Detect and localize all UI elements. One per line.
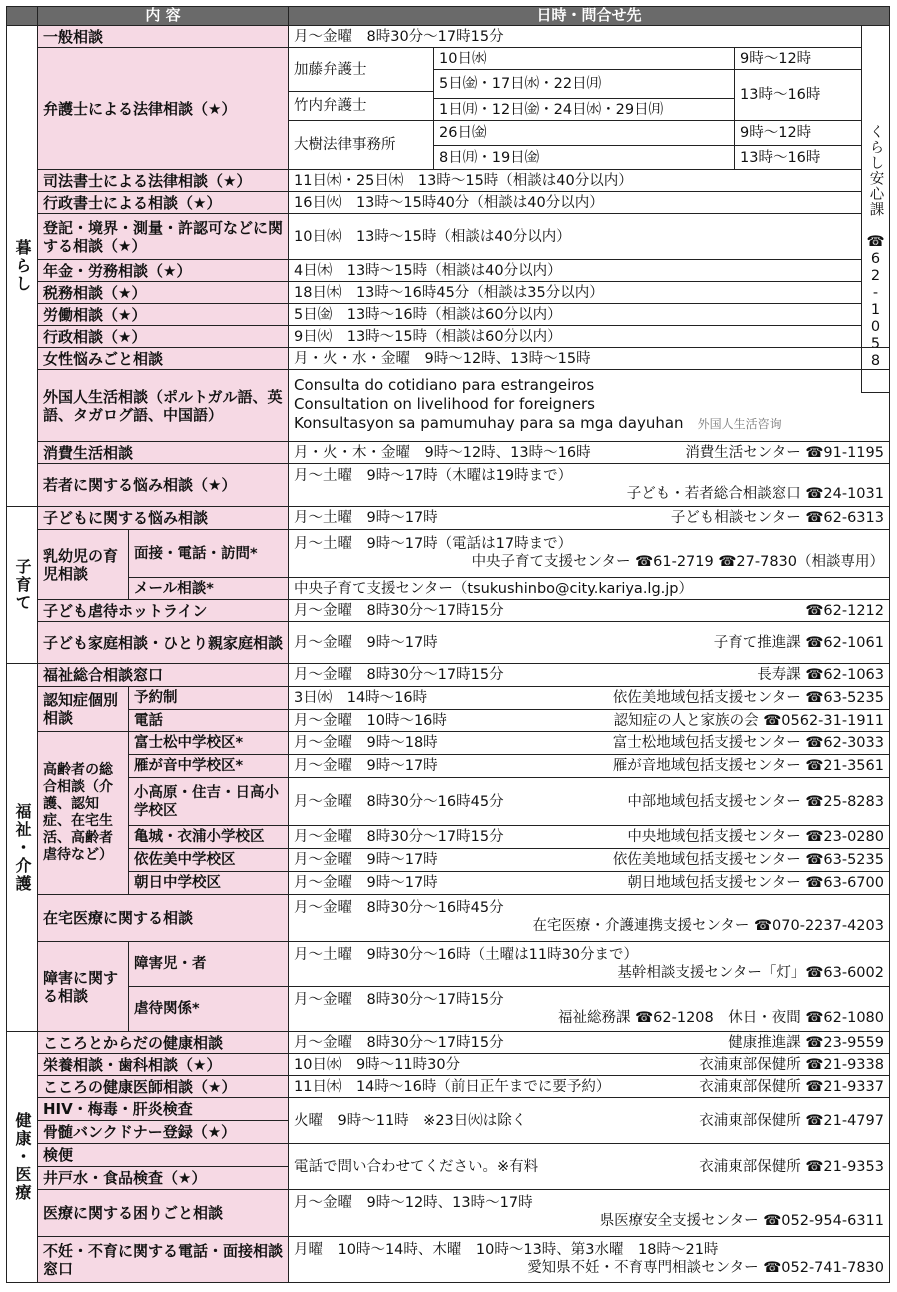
koreisha-time: 月～金曜 9時～17時 (294, 758, 438, 774)
row-label-kenben: 検便 (37, 1143, 289, 1167)
lawyer-date-5: 8日㈪・19日㈮ (433, 145, 735, 170)
row-time-nenkin: 4日㈭ 13時～15時（相談は40分以内） (288, 259, 862, 282)
wakamono-contact: 子ども・若者総合相談窓口 ☎24-1031 (626, 486, 884, 502)
koreisha-contact: 依佐美地域包括支援センター ☎63-5235 (612, 852, 884, 868)
koreisha-contact: 朝日地域包括支援センター ☎63-6700 (627, 875, 884, 891)
yoyaku-time: 3日㈬ 14時～16時 (294, 690, 428, 706)
row-time-mensetsu (288, 529, 890, 578)
row-time-shogaisha (288, 941, 890, 987)
row-time-zeimu: 18日㈭ 13時～16時45分（相談は35分以内） (288, 281, 862, 304)
foreign-zh: 外国人生活咨询 (697, 417, 782, 431)
kokoro-time: 月～金曜 8時30分～17時15分 (294, 1034, 504, 1051)
kodomo-contact: 子ども相談センター ☎62-6313 (670, 510, 884, 526)
koreisha-contact: 富士松地域包括支援センター ☎62-3033 (612, 735, 884, 751)
header-content: 内 容 (37, 6, 289, 26)
denwa-time: 月～金曜 10時～16時 (294, 712, 447, 729)
katei-contact: 子育て推進課 ☎62-1061 (713, 634, 884, 651)
koreisha-area: 亀城・衣浦小学校区 (128, 825, 289, 849)
lawyer-date-4: 26日㈮ (433, 120, 735, 146)
row-time-gyoseisodan: 9日㈫ 13時～15時（相談は60分以内） (288, 325, 862, 348)
row-label-iryo: 医療に関する困りごと相談 (37, 1189, 289, 1237)
row-label-sogo: 福祉総合相談窓口 (37, 663, 289, 687)
row-label-ippan: 一般相談 (37, 25, 289, 48)
koreisha-area: 雁が音中学校区* (128, 754, 289, 778)
row-time-wakamono (288, 463, 890, 507)
row-time-gyosei: 16日㈫ 13時～15時40分（相談は40分以内） (288, 191, 862, 214)
gyakutai-time: 月～金曜 8時30分～17時15分 (294, 602, 504, 619)
row-sub-yoyaku: 予約制 (128, 686, 289, 710)
row-label-ninchi: 認知症個別相談 (37, 686, 129, 732)
row-sub-shogai-gyakutai: 虐待関係* (128, 986, 289, 1032)
funin-time: 月曜 10時～14時、木曜 10時～13時、第3水曜 18時～21時 (294, 1242, 719, 1258)
row-label-bengoshi: 弁護士による法律相談（★） (37, 47, 289, 170)
row-time-josei: 月・火・水・金曜 9時～12時、13時～15時 (288, 347, 890, 370)
foreign-tl: Konsultasyon sa pamumuhay para sa mga dayuhan (294, 414, 684, 432)
koreisha-row (288, 731, 890, 755)
row-sub-mail: メール相談* (128, 577, 289, 600)
lawyer-date-3: 1日㈪・12日㈮・24日㈬・29日㈪ (433, 98, 735, 121)
row-label-gyoseisodan: 行政相談（★） (37, 325, 289, 348)
shohi-contact: 消費生活センター ☎91-1195 (685, 444, 884, 461)
header-blank (6, 6, 38, 26)
hiv-contact: 衣浦東部保健所 ☎21-4797 (699, 1112, 884, 1129)
category-fukushi: 福祉・介護 (6, 663, 38, 1032)
row-label-gaikoku: 外国人生活相談（ポルトガル語、英語、タガログ語、中国語） (37, 369, 289, 442)
koreisha-time: 月～金曜 8時30分～17時15分 (294, 829, 504, 845)
row-sub-shogaisha: 障害児・者 (128, 941, 289, 987)
katei-time: 月～金曜 9時～17時 (294, 634, 438, 651)
koreisha-contact: 中部地域包括支援センター ☎25-8283 (627, 793, 884, 810)
gyakutai-contact: ☎62-1212 (805, 602, 884, 619)
lawyer-time-2: 13時～16時 (734, 69, 862, 121)
row-label-toki: 登記・境界・測量・許認可などに関する相談（★） (37, 213, 289, 260)
shogai-gyakutai-contact: 福祉総務課 ☎62-1208 休日・夜間 ☎62-1080 (557, 1010, 884, 1026)
row-time-funin (288, 1236, 890, 1283)
row-label-funin: 不妊・不育に関する電話・面接相談窓口 (37, 1236, 289, 1283)
koreisha-row (288, 848, 890, 872)
row-label-josei: 女性悩みごと相談 (37, 347, 289, 370)
koreisha-contact: 雁が音地域包括支援センター ☎21-3561 (612, 758, 884, 774)
row-sub-mensetsu: 面接・電話・訪問* (128, 529, 289, 578)
row-time-kodomo (288, 506, 890, 530)
koreisha-row (288, 825, 890, 849)
mensetsu-time: 月～土曜 9時～17時（電話は17時まで） (294, 536, 573, 552)
row-time-kokoro (288, 1031, 890, 1054)
lawyer-kato: 加藤弁護士 (288, 47, 434, 92)
row-time-yoyaku (288, 686, 890, 710)
row-time-gyakutai (288, 599, 890, 622)
side-note: くらし安心課 ☎62-1058 (861, 25, 890, 393)
foreign-en: Consultation on livelihood for foreigners (294, 395, 595, 413)
row-label-rodo: 労働相談（★） (37, 303, 289, 326)
row-label-kotsuzui: 骨髄バンクドナー登録（★） (37, 1120, 289, 1144)
lawyer-date-2: 5日㈮・17日㈬・22日㈪ (433, 69, 735, 99)
sogo-time: 月～金曜 8時30分～17時15分 (294, 667, 504, 683)
row-label-idomizu: 井戸水・食品検査（★） (37, 1166, 289, 1190)
iryo-contact: 県医療安全支援センター ☎052-954-6311 (599, 1213, 884, 1229)
row-time-shogai-gyakutai (288, 986, 890, 1032)
category-kurashi: 暮らし (6, 25, 38, 507)
koreisha-time: 月～金曜 8時30分～16時45分 (294, 793, 504, 810)
row-time-rodo: 5日㈮ 13時～16時（相談は60分以内） (288, 303, 862, 326)
row-time-sogo (288, 663, 890, 687)
koreisha-time: 月～金曜 9時～18時 (294, 735, 438, 751)
row-label-gyakutai: 子ども虐待ホットライン (37, 599, 289, 622)
lawyer-takeuchi: 竹内弁護士 (288, 91, 434, 121)
koreisha-time: 月～金曜 9時～17時 (294, 852, 438, 868)
row-time-eiyo (288, 1053, 890, 1076)
row-time-hiv (288, 1097, 890, 1144)
row-label-eiyo: 栄養相談・歯科相談（★） (37, 1053, 289, 1076)
row-label-shiho: 司法書士による法律相談（★） (37, 169, 289, 192)
row-time-shohi (288, 441, 890, 464)
row-time-mail: 中央子育て支援センター（tsukushinbo@city.kariya.lg.jp） (288, 577, 890, 600)
foreign-pt: Consulta do cotidiano para estrangeiros (294, 376, 595, 394)
header-datetime: 日時・問合せ先 (288, 6, 890, 26)
row-label-katei: 子ども家庭相談・ひとり親家庭相談 (37, 621, 289, 664)
kenben-time: 電話で問い合わせてください。※有料 (294, 1158, 539, 1175)
koreisha-area: 依佐美中学校区 (128, 848, 289, 872)
koreisha-area: 朝日中学校区 (128, 871, 289, 895)
row-time-shiho: 11日㈭・25日㈭ 13時～15時（相談は40分以内） (288, 169, 862, 192)
lawyer-taiju: 大樹法律事務所 (288, 120, 434, 170)
row-label-shogai: 障害に関する相談 (37, 941, 129, 1032)
kokoro-contact: 健康推進課 ☎23-9559 (728, 1034, 884, 1051)
shohi-time: 月・火・木・金曜 9時～12時、13時～16時 (294, 444, 591, 461)
kodomo-time: 月～土曜 9時～17時 (294, 510, 438, 526)
row-time-kokoroishi (288, 1075, 890, 1098)
row-label-zeimu: 税務相談（★） (37, 281, 289, 304)
row-time-denwa (288, 709, 890, 732)
funin-contact: 愛知県不妊・不育専門相談センター ☎052-741-7830 (527, 1260, 884, 1276)
hiv-time: 火曜 9時～11時 ※23日㈫は除く (294, 1112, 527, 1129)
wakamono-time: 月～土曜 9時～17時（木曜は19時まで） (294, 468, 573, 484)
kokoroishi-time: 11日㈭ 14時～16時（前日正午までに要予約） (294, 1078, 611, 1095)
eiyo-contact: 衣浦東部保健所 ☎21-9338 (699, 1056, 884, 1073)
row-label-kodomo: 子どもに関する悩み相談 (37, 506, 289, 530)
row-label-koreisha: 高齢者の総合相談（介護、認知症、在宅生活、高齢者虐待など） (37, 731, 129, 895)
koreisha-row (288, 754, 890, 778)
koreisha-area: 小高原・住吉・日高小学校区 (128, 777, 289, 826)
koreisha-row (288, 871, 890, 895)
eiyo-time: 10日㈬ 9時～11時30分 (294, 1056, 461, 1073)
zaitaku-time: 月～金曜 8時30分～16時45分 (294, 900, 504, 916)
shogaisha-time: 月～土曜 9時30分～16時（土曜は11時30分まで） (294, 947, 639, 963)
category-kenko: 健康・医療 (6, 1031, 38, 1283)
row-time-katei (288, 621, 890, 664)
row-time-kenben (288, 1143, 890, 1190)
yoyaku-contact: 依佐美地域包括支援センター ☎63-5235 (612, 690, 884, 706)
row-time-toki: 10日㈬ 13時～15時（相談は40分以内） (288, 213, 862, 260)
denwa-contact: 認知症の人と家族の会 ☎0562-31-1911 (613, 712, 884, 729)
mensetsu-contact: 中央子育て支援センター ☎61-2719 ☎27-7830（相談専用） (471, 554, 884, 570)
lawyer-date-1: 10日㈬ (433, 47, 735, 70)
row-label-nenkin: 年金・労務相談（★） (37, 259, 289, 282)
row-label-nyuyoji: 乳幼児の育児相談 (37, 529, 129, 600)
row-label-kokoro: こころとからだの健康相談 (37, 1031, 289, 1054)
row-label-hiv: HIV・梅毒・肝炎検査 (37, 1097, 289, 1121)
zaitaku-contact: 在宅医療・介護連携支援センター ☎070-2237-4203 (532, 918, 884, 934)
row-time-gaikoku (288, 369, 890, 442)
shogaisha-contact: 基幹相談支援センター「灯」☎63-6002 (617, 965, 884, 981)
row-label-kokoroishi: こころの健康医師相談（★） (37, 1075, 289, 1098)
shogai-gyakutai-time: 月～金曜 8時30分～17時15分 (294, 992, 504, 1008)
iryo-time: 月～金曜 9時～12時、13時～17時 (294, 1195, 533, 1211)
category-kosodate: 子育て (6, 506, 38, 664)
row-time-ippan: 月～金曜 8時30分～17時15分 (288, 25, 862, 48)
row-label-zaitaku: 在宅医療に関する相談 (37, 894, 289, 942)
row-label-shohi: 消費生活相談 (37, 441, 289, 464)
lawyer-time-5: 13時～16時 (734, 145, 862, 170)
koreisha-area: 富士松中学校区* (128, 731, 289, 755)
lawyer-time-4: 9時～12時 (734, 120, 862, 146)
row-label-gyosei: 行政書士による相談（★） (37, 191, 289, 214)
foreign-tl-row (294, 414, 884, 434)
koreisha-time: 月～金曜 9時～17時 (294, 875, 438, 891)
kokoroishi-contact: 衣浦東部保健所 ☎21-9337 (699, 1078, 884, 1095)
koreisha-contact: 中央地域包括支援センター ☎23-0280 (627, 829, 884, 845)
sogo-contact: 長寿課 ☎62-1063 (757, 667, 884, 683)
row-time-zaitaku (288, 894, 890, 942)
row-time-iryo (288, 1189, 890, 1237)
lawyer-time-1: 9時～12時 (734, 47, 862, 70)
kenben-contact: 衣浦東部保健所 ☎21-9353 (699, 1158, 884, 1175)
koreisha-row (288, 777, 890, 826)
row-sub-denwa: 電話 (128, 709, 289, 732)
row-label-wakamono: 若者に関する悩み相談（★） (37, 463, 289, 507)
